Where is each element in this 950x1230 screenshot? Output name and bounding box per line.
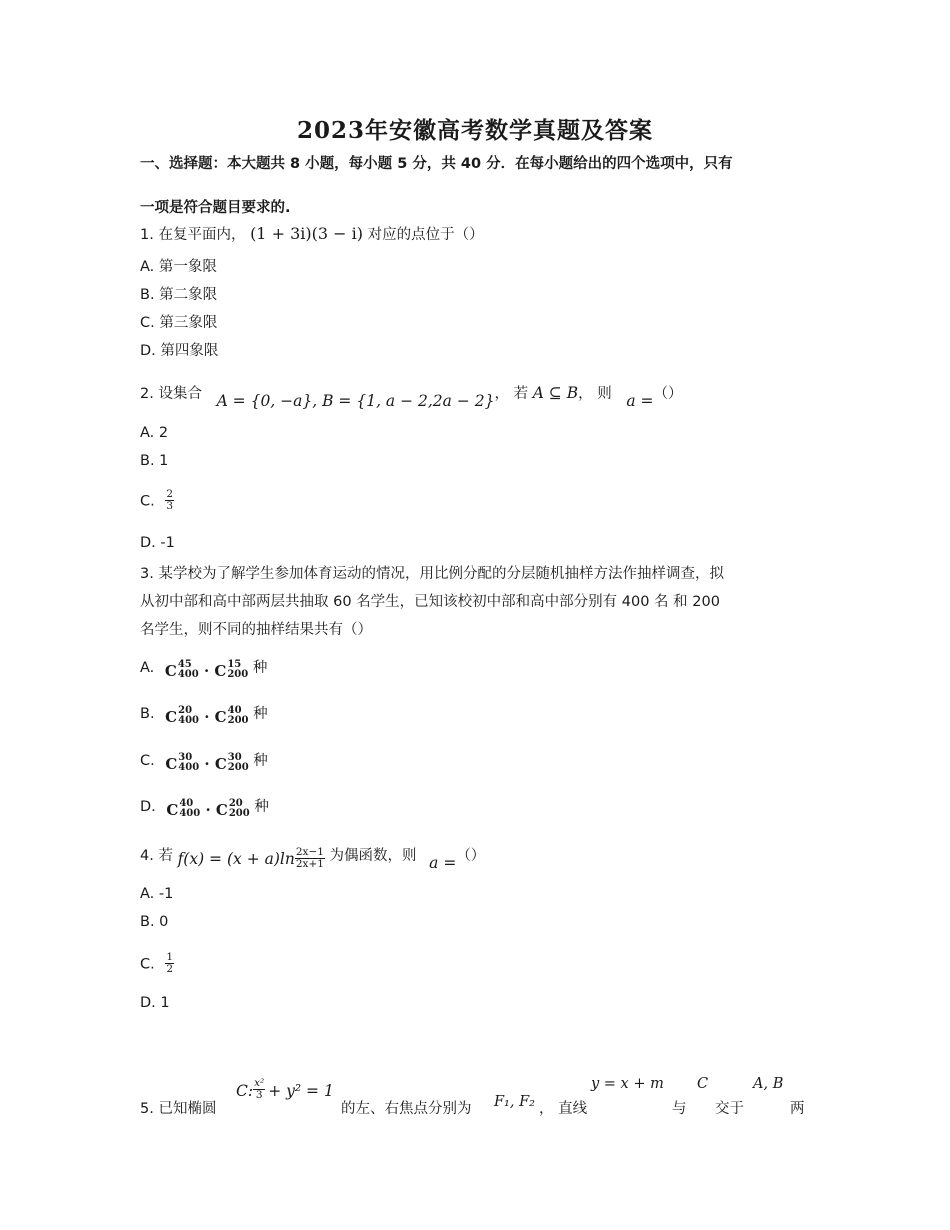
question-2 bbox=[140, 382, 683, 410]
q3-c-sub2: 200 bbox=[227, 762, 249, 773]
q3-option-b bbox=[140, 702, 268, 724]
q2-condition: A ⊆ B bbox=[532, 384, 579, 402]
q3-b-sub2: 200 bbox=[227, 715, 249, 726]
q4-option-c-fraction bbox=[165, 952, 174, 975]
q3-option-d-formula: C 40 400 · C 20 200 bbox=[166, 798, 250, 819]
q2-mid2: ， 则 bbox=[578, 386, 612, 402]
q5-curve: C bbox=[697, 1076, 709, 1092]
q2-option-c-label: C. bbox=[140, 493, 155, 510]
q4-option-d: D. 1 bbox=[140, 995, 170, 1011]
q3-d-sub1: 400 bbox=[179, 808, 201, 819]
q4-option-c bbox=[140, 953, 174, 976]
q3-c-sup2: 30 bbox=[227, 752, 242, 763]
q4-mid: 为偶函数，则 bbox=[329, 848, 417, 864]
q3-option-b-label: B. bbox=[140, 706, 155, 722]
q5-mid2: ， 直线 bbox=[539, 1101, 588, 1117]
q5-intersect: 交于 bbox=[715, 1101, 744, 1117]
q4-fraction-numerator: 2x−1 bbox=[295, 845, 324, 858]
q3-line3: 名学生，则不同的抽样结果共有（） bbox=[140, 622, 372, 638]
q2-option-c bbox=[140, 490, 174, 513]
q5-prefix: 5. 已知椭圆 bbox=[140, 1101, 217, 1117]
q3-b-sup2: 40 bbox=[227, 705, 242, 716]
question-1 bbox=[140, 223, 484, 244]
q3-option-a-unit: 种 bbox=[252, 660, 268, 676]
q4-fraction-denominator: 2x+1 bbox=[295, 857, 324, 870]
q4-fraction bbox=[295, 847, 325, 870]
q4-option-c-denominator: 2 bbox=[166, 963, 174, 975]
q1-suffix: 对应的点位于（） bbox=[367, 227, 484, 243]
q4-option-b: B. 0 bbox=[140, 914, 169, 930]
q4-variable: a = bbox=[429, 854, 457, 872]
q1-expression: (1 + 3i)(3 − i) bbox=[250, 224, 363, 243]
q1-option-d: D. 第四象限 bbox=[140, 343, 219, 359]
q2-option-c-denominator: 3 bbox=[166, 500, 174, 512]
q2-suffix: （） bbox=[653, 386, 683, 402]
q5-ellipse-fraction bbox=[253, 1078, 265, 1101]
q5-tail: 两 bbox=[790, 1101, 805, 1117]
question-4 bbox=[140, 844, 486, 872]
q3-option-b-formula: C 20 400 · C 40 200 bbox=[165, 705, 249, 726]
q3-option-a-label: A. bbox=[140, 660, 155, 676]
q4-function: f(x) = (x + a)ln bbox=[177, 850, 295, 868]
q5-ellipse-denominator: 3 bbox=[255, 1089, 263, 1101]
q4-suffix: （） bbox=[456, 848, 486, 864]
q3-d-sup1: 40 bbox=[179, 798, 194, 809]
q3-option-d-label: D. bbox=[140, 799, 156, 815]
q3-a-sup1: 45 bbox=[177, 659, 192, 670]
q5-points: A, B bbox=[753, 1076, 784, 1092]
q1-option-a: A. 第一象限 bbox=[140, 259, 217, 275]
q5-ellipse-rest: + y² = 1 bbox=[268, 1081, 334, 1100]
q3-a-sub1: 400 bbox=[177, 669, 199, 680]
q2-option-c-numerator: 2 bbox=[166, 488, 174, 500]
q3-option-a-formula: C 45 400 · C 15 200 bbox=[164, 659, 249, 680]
q2-prefix: 2. 设集合 bbox=[140, 386, 202, 402]
q3-option-d-unit: 种 bbox=[254, 799, 269, 815]
q3-a-sub2: 200 bbox=[227, 669, 249, 680]
q5-ellipse-numerator: x² bbox=[254, 1077, 265, 1089]
q3-option-a bbox=[140, 656, 267, 678]
q5-ellipse-equation bbox=[236, 1077, 334, 1103]
q2-option-a: A. 2 bbox=[140, 425, 169, 441]
q2-option-d: D. -1 bbox=[140, 535, 175, 551]
section-heading-line2: 一项是符合题目要求的. bbox=[140, 200, 291, 216]
q3-b-sub1: 400 bbox=[178, 715, 199, 726]
q3-option-c-label: C. bbox=[140, 753, 155, 769]
q3-d-sup2: 20 bbox=[228, 798, 243, 809]
q4-prefix: 4. 若 bbox=[140, 848, 173, 864]
q2-set-expression: A = {0, −a}, B = {1, a − 2,2a − 2} bbox=[216, 392, 495, 410]
q3-option-b-unit: 种 bbox=[253, 706, 268, 722]
section-heading-line1: 一、选择题：本大题共 8 小题，每小题 5 分，共 40 分．在每小题给出的四个选项中，只有 bbox=[140, 156, 733, 172]
q3-c-sub1: 400 bbox=[178, 762, 200, 773]
q5-with: 与 bbox=[672, 1101, 687, 1117]
q1-option-b: B. 第二象限 bbox=[140, 287, 218, 303]
q5-foci: F₁, F₂ bbox=[494, 1094, 535, 1110]
q2-option-c-fraction bbox=[165, 489, 174, 512]
q3-a-sup2: 15 bbox=[227, 659, 242, 670]
q3-option-c-formula: C 30 400 · C 30 200 bbox=[165, 752, 249, 773]
q5-mid1: 的左、右焦点分别为 bbox=[341, 1101, 472, 1117]
q5-ellipse-c: C: bbox=[236, 1081, 254, 1100]
q3-line2: 从初中部和高中部两层共抽取 60 名学生，已知该校初中部和高中部分别有 400 名 和 200 bbox=[140, 594, 720, 610]
q3-option-c bbox=[140, 749, 268, 771]
q3-c-sup1: 30 bbox=[178, 752, 193, 763]
q4-option-c-label: C. bbox=[140, 956, 155, 973]
q2-variable: a = bbox=[626, 392, 654, 410]
q5-line-equation: y = x + m bbox=[591, 1076, 664, 1092]
q3-option-c-unit: 种 bbox=[253, 753, 268, 769]
q2-option-b: B. 1 bbox=[140, 453, 169, 469]
page-title: 2023年安徽高考数学真题及答案 bbox=[296, 117, 653, 144]
q1-prefix: 1. 在复平面内， bbox=[140, 227, 246, 243]
q3-d-sub2: 200 bbox=[228, 808, 250, 819]
q3-option-d bbox=[140, 795, 269, 817]
q2-mid1: ， 若 bbox=[494, 386, 529, 402]
q3-b-sup1: 20 bbox=[178, 705, 193, 716]
q3-line1: 3. 某学校为了解学生参加体育运动的情况，用比例分配的分层随机抽样方法作抽样调查，拟 bbox=[140, 566, 724, 582]
q4-option-a: A. -1 bbox=[140, 886, 174, 902]
q1-option-c: C. 第三象限 bbox=[140, 315, 218, 331]
q4-option-c-numerator: 1 bbox=[166, 951, 174, 963]
